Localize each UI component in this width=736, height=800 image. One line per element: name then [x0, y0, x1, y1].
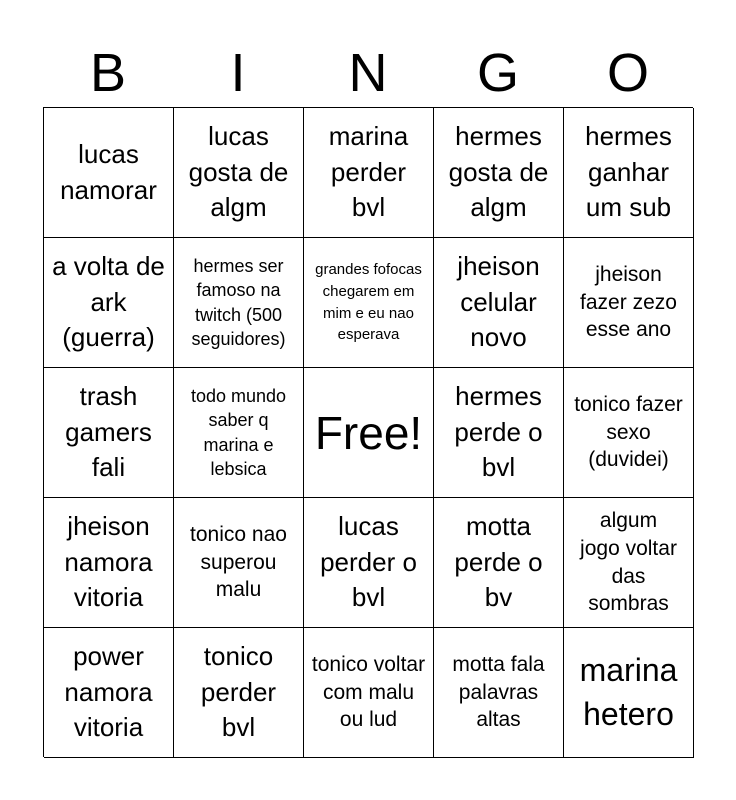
- bingo-cell[interactable]: [564, 238, 694, 368]
- cell-text: jheison namora vitoria: [64, 511, 153, 613]
- bingo-cell[interactable]: [44, 238, 174, 368]
- cell-text: power namora vitoria: [64, 641, 153, 743]
- cell-text: hermes perde o bvl: [454, 381, 543, 483]
- bingo-cell[interactable]: [564, 108, 694, 238]
- bingo-cell[interactable]: [44, 108, 174, 238]
- cell-text: tonico nao superou malu: [190, 522, 287, 602]
- cell-text: tonico perder bvl: [200, 641, 277, 743]
- cell-text: lucas gosta de algm: [188, 121, 289, 223]
- cell-text: motta fala palavras altas: [452, 652, 545, 732]
- cell-text: hermes gosta de algm: [448, 121, 549, 223]
- bingo-cell[interactable]: [304, 238, 434, 368]
- cell-text: lucas namorar: [60, 139, 157, 205]
- bingo-cell[interactable]: [174, 238, 304, 368]
- cell-text: a volta de ark (guerra): [52, 251, 165, 353]
- bingo-cell[interactable]: [434, 108, 564, 238]
- cell-text: jheison fazer zezo esse ano: [580, 262, 677, 342]
- bingo-free-space[interactable]: [304, 368, 434, 498]
- header-letter-g: G: [476, 43, 519, 103]
- cell-text: tonico voltar com malu ou lud: [311, 652, 426, 732]
- header-letter-n: N: [348, 43, 388, 103]
- bingo-cell[interactable]: [44, 498, 174, 628]
- cell-text: trash gamers fali: [65, 381, 152, 483]
- cell-text: marina hetero: [579, 652, 678, 732]
- header-letter-b: B: [89, 43, 127, 103]
- bingo-cell[interactable]: [434, 498, 564, 628]
- bingo-card-grid: [43, 107, 693, 757]
- bingo-cell[interactable]: [434, 368, 564, 498]
- cell-text: motta perde o bv: [454, 511, 543, 613]
- cell-text: jheison celular novo: [457, 251, 540, 353]
- bingo-cell[interactable]: [174, 628, 304, 758]
- bingo-cell[interactable]: [44, 628, 174, 758]
- cell-text: tonico fazer sexo (duvidei): [574, 392, 683, 472]
- bingo-cell[interactable]: [304, 498, 434, 628]
- header-letter-i: I: [230, 43, 246, 103]
- cell-text: hermes ganhar um sub: [585, 121, 672, 223]
- bingo-cell[interactable]: [434, 238, 564, 368]
- cell-text: todo mundo saber q marina e lebsica: [190, 385, 287, 479]
- cell-text: hermes ser famoso na twitch (500 seguidores): [191, 255, 286, 349]
- bingo-cell[interactable]: [434, 628, 564, 758]
- bingo-cell[interactable]: [564, 628, 694, 758]
- bingo-cell[interactable]: [174, 108, 304, 238]
- bingo-cell[interactable]: [304, 108, 434, 238]
- bingo-cell[interactable]: [174, 498, 304, 628]
- free-space-label: Free!: [314, 406, 423, 459]
- bingo-cell[interactable]: [564, 368, 694, 498]
- cell-text: algum jogo voltar das sombras: [580, 509, 677, 616]
- bingo-cell[interactable]: [304, 628, 434, 758]
- bingo-cell[interactable]: [174, 368, 304, 498]
- cell-text: lucas perder o bvl: [320, 511, 417, 613]
- bingo-header: [43, 40, 693, 106]
- cell-text: grandes fofocas chegarem em mim e eu nao esperava: [315, 261, 422, 344]
- bingo-cell[interactable]: [44, 368, 174, 498]
- header-letter-o: O: [606, 43, 649, 103]
- bingo-cell[interactable]: [564, 498, 694, 628]
- cell-text: marina perder bvl: [328, 121, 409, 223]
